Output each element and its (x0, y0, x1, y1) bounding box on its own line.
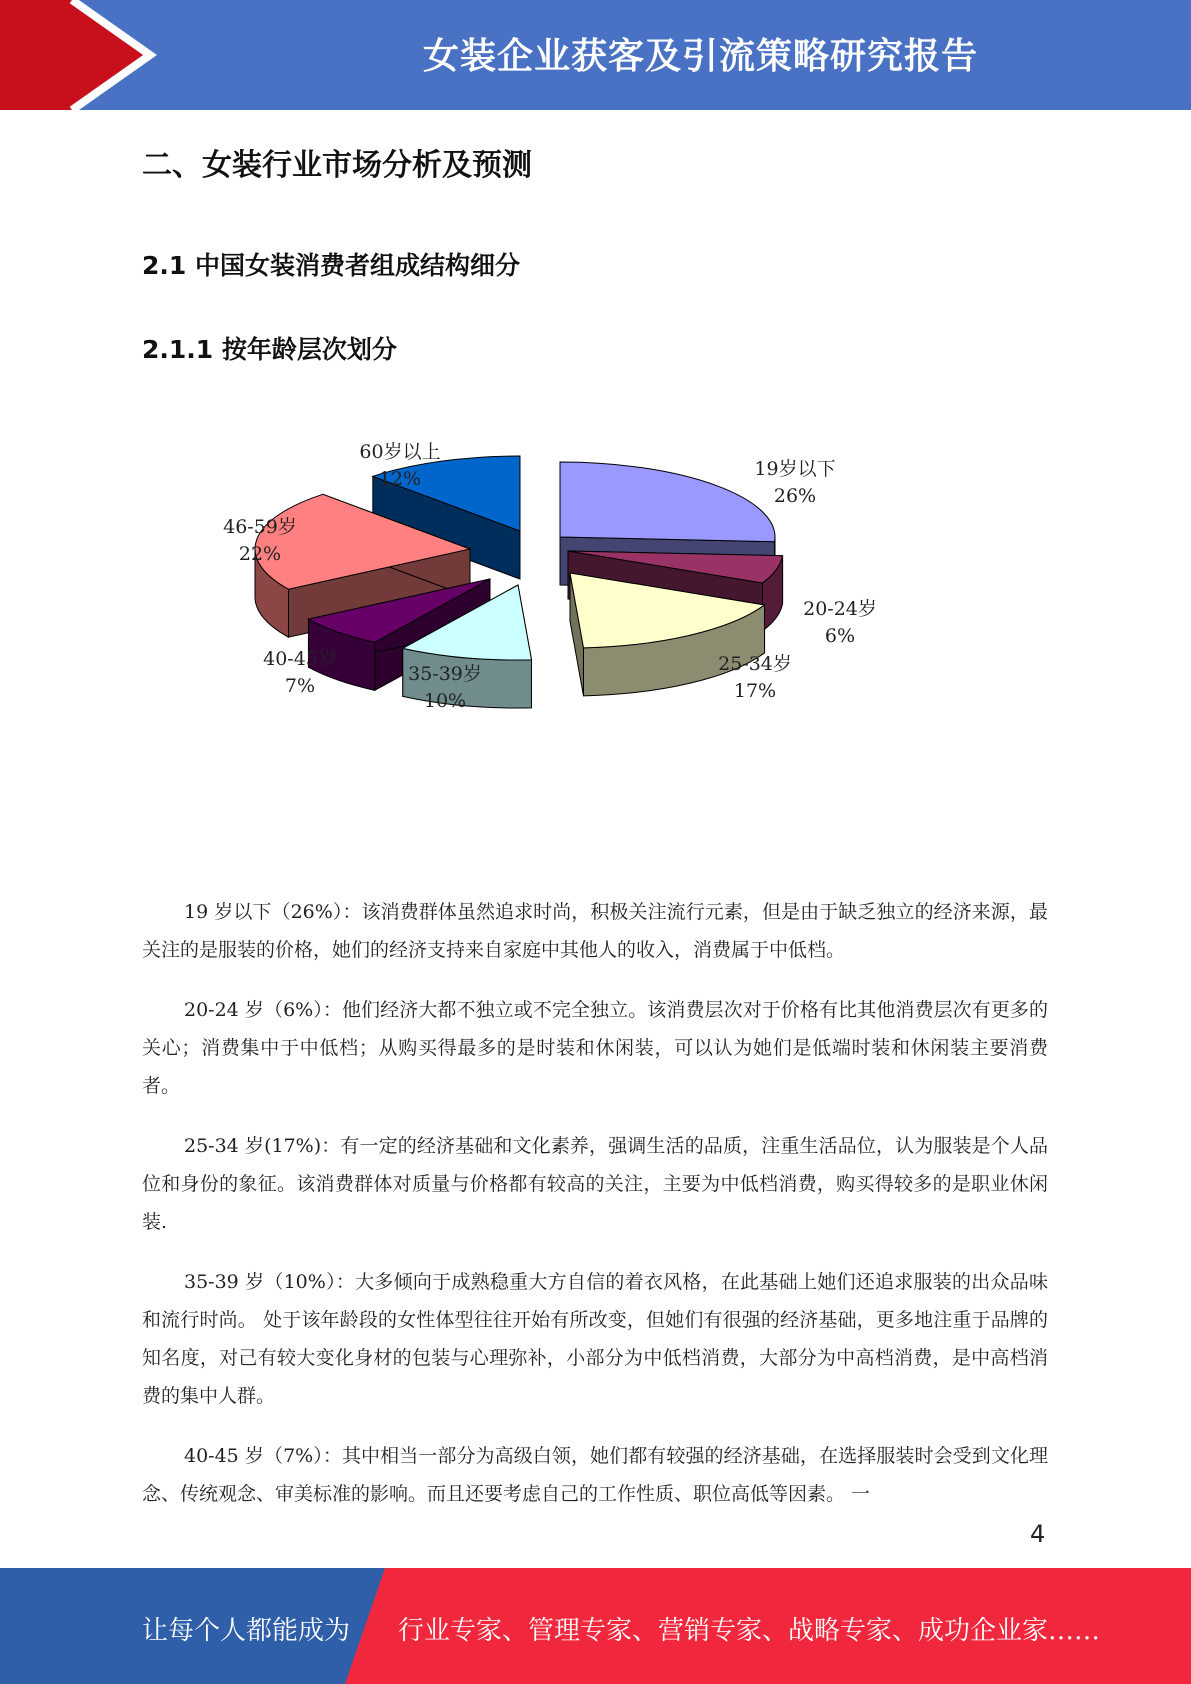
paragraph-25-34: 25-34 岁(17%)：有一定的经济基础和文化素养，强调生活的品质，注重生活品位，认为服装是个人品位和身份的象征。该消费群体对质量与价格都有较高的关注，主要为中低档消费，购买得较多的是职业休闲装. (142, 1135, 1048, 1233)
pie-value-35-39: 10% (423, 690, 467, 712)
pie-label-19: 19岁以下 (754, 458, 836, 480)
pie-label-35-39: 35-39岁 (408, 663, 482, 685)
pie-value-60: 12% (378, 468, 422, 490)
page-number: 4 (1030, 1520, 1046, 1548)
pie-value-46-59: 22% (238, 543, 282, 565)
pie-label-40-45: 40-45岁 (263, 648, 337, 670)
footer-slogan-left: 让每个人都能成为 (142, 1616, 351, 1646)
report-title: 女装企业获客及引流策略研究报告 (422, 36, 978, 77)
paragraph-40-45: 40-45 岁（7%）：其中相当一部分为高级白领，她们都有较强的经济基础，在选择服装时会受到文化理念、传统观念、审美标准的影响。而且还要考虑自己的工作性质、职位高低等因素。 一 (142, 1445, 1048, 1505)
section-heading: 二、女装行业市场分析及预测 (142, 148, 532, 183)
pie-label-60: 60岁以上 (359, 441, 441, 463)
header-red-chevron (0, 0, 160, 110)
subsection-heading: 2.1 中国女装消费者组成结构细分 (142, 251, 520, 280)
pie-label-46-59: 46-59岁 (223, 516, 297, 538)
pie-value-25-34: 17% (733, 680, 777, 702)
pie-value-20-24: 6% (824, 625, 856, 647)
pie-value-19: 26% (773, 485, 817, 507)
paragraph-20-24: 20-24 岁（6%）：他们经济大都不独立或不完全独立。该消费层次对于价格有比其他消费层次有更多的关心；消费集中于中低档；从购买得最多的是时装和休闲装，可以认为她们是低端时装和休闲装主要消费者。 (142, 999, 1048, 1097)
pie-value-40-45: 7% (284, 675, 316, 697)
body-text (142, 893, 1048, 1535)
pie-label-20-24: 20-24岁 (803, 598, 877, 620)
pie-label-25-34: 25-34岁 (718, 653, 792, 675)
paragraph-under-19: 19 岁以下（26%）：该消费群体虽然追求时尚，积极关注流行元素，但是由于缺乏独立的经济来源，最关注的是服装的价格，她们的经济支持来自家庭中其他人的收入，消费属于中低档。 (142, 901, 1048, 961)
pie-slice-19-top (560, 462, 775, 542)
paragraph-35-39: 35-39 岁（10%）：大多倾向于成熟稳重大方自信的着衣风格，在此基础上她们还追求服装的出众品味和流行时尚。 处于该年龄段的女性体型往往开始有所改变，但她们有很强的经济基础，更多地注重于品牌的知名度，对己有较大变化身材的包装与心理弥补，小部分为中低档消费，大部分为中高档消费，是中高档消费的集中人群。 (142, 1271, 1048, 1407)
footer-slogan-right: 行业专家、管理专家、营销专家、战略专家、成功企业家…… (398, 1616, 1101, 1646)
age-pie-chart (200, 440, 920, 780)
subsubsection-heading: 2.1.1 按年龄层次划分 (142, 335, 397, 364)
